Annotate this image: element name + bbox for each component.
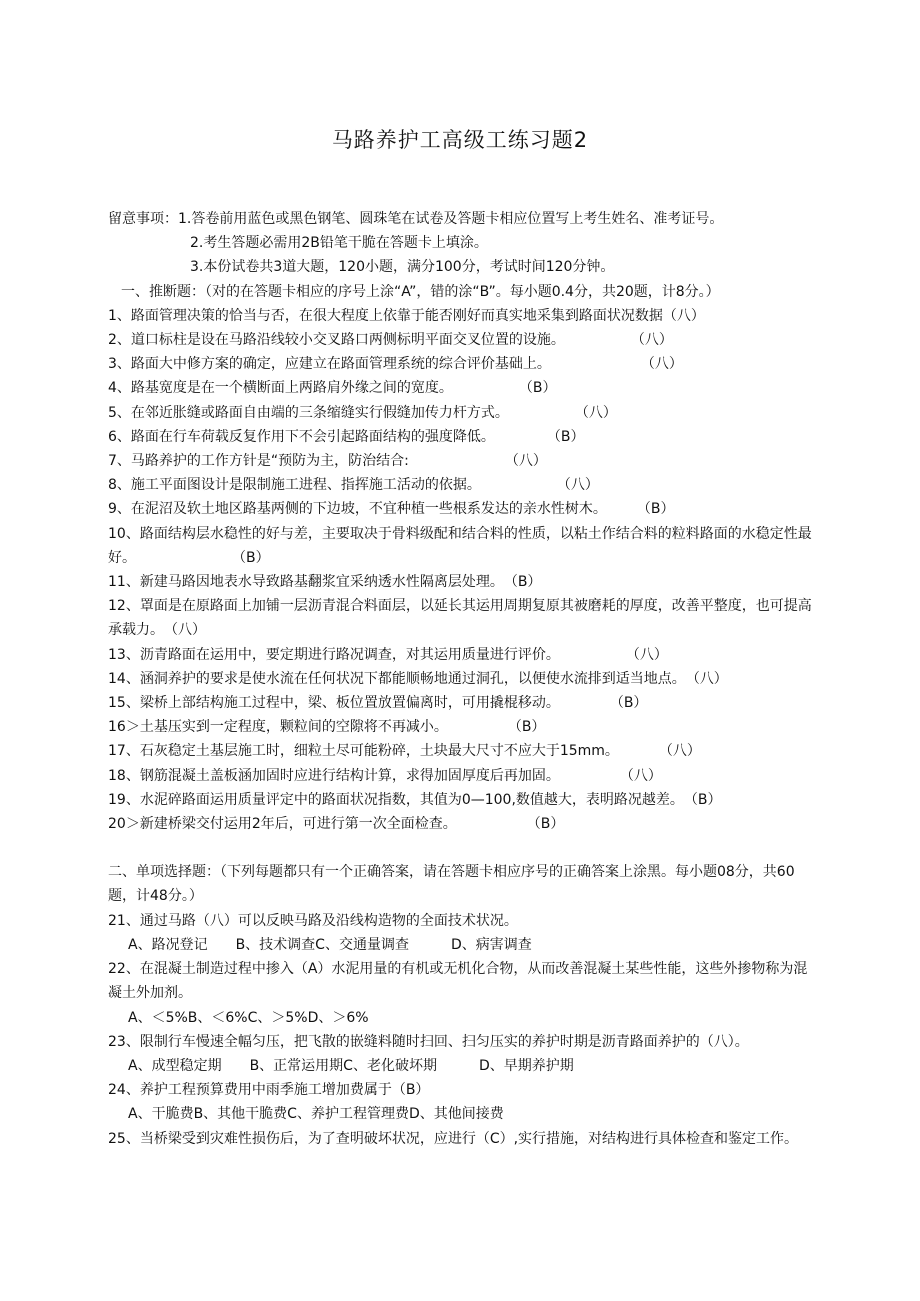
section1-header: 一、推断题：（对的在答题卡相应的序号上涂“A”，错的涂“B”。每小题0.4分，共20题，计8分。）: [121, 283, 720, 300]
question-options: A、干脆费B、其他干脆费C、养护工程管理费D、其他间接费: [128, 1106, 504, 1123]
answer-mark: （八）: [640, 356, 683, 373]
document-body: [108, 207, 820, 1151]
notes-line-1: 留意事项：1.答卷前用蓝色或黑色钢笔、圆珠笔在试卷及答题卡相应位置写上考生姓名、准考证号。: [108, 211, 724, 227]
question-item: 22、在混凝土制造过程中掺入（A）水泥用量的有机或无机化合物，从而改善混凝土某些性能，这些外掺物称为混凝土外加剂。: [108, 961, 808, 1002]
question-item: [108, 715, 820, 739]
question-text: 1、路面管理决策的恰当与否，在很大程度上依靠于能否刚好而真实地采集到路面状况数据: [108, 307, 663, 324]
question-text: 3、路面大中修方案的确定，应建立在路面管理系统的综合评价基础上。: [108, 356, 551, 373]
question-item: 23、限制行车慢速全幅匀压，把飞散的嵌缝料随时扫回、扫匀压实的养护时期是沥青路面养护的（八）。: [108, 1033, 749, 1050]
question-text: 2、道口标柱是设在马路沿线较小交叉路口两侧标明平面交叉位置的设施。: [108, 332, 565, 349]
answer-mark: （八）: [662, 307, 705, 324]
question-text: 17、石灰稳定土基层施工时，细粒土尽可能粉碎，土块最大尺寸不应大于15mm。: [108, 743, 619, 760]
answer-mark: （B）: [232, 549, 270, 566]
question-item: [108, 352, 820, 376]
question-item: [108, 497, 820, 521]
notes-line-3: 3.本份试卷共3道大题，120小题，满分100分，考试时间120分钟。: [190, 259, 615, 276]
question-item: [108, 401, 820, 425]
answer-mark: （八）: [619, 767, 662, 784]
question-text: 5、在邻近胀缝或路面自由端的三条缩缝实行假缝加传力杆方式。: [108, 404, 509, 421]
answer-mark: （八）: [556, 477, 599, 494]
question-text: 11、新建马路因地表水导致路基翻浆宜采纳透水性隔离层处理。: [108, 574, 504, 591]
section2-header: 二、单项选择题：（下列每题都只有一个正确答案，请在答题卡相应序号的正确答案上涂黑。每小题08分，共60题，计48分。）: [108, 864, 795, 905]
question-text: 9、在泥沼及软土地区路基两侧的下边坡，不宜种植一些根系发达的亲水性树木。: [108, 501, 607, 518]
question-text: 7、马路养护的工作方针是“预防为主，防治结合:: [108, 453, 409, 470]
question-text: 8、施工平面图设计是限制施工进程、指挥施工活动的依据。: [108, 477, 481, 494]
question-item: [108, 522, 820, 570]
answer-mark: （八）: [164, 622, 206, 639]
question-item: [108, 376, 820, 400]
answer-mark: （B）: [609, 695, 648, 712]
question-item: [108, 739, 820, 763]
answer-mark: （B）: [636, 501, 675, 518]
answer-mark: （B）: [526, 816, 565, 833]
document-title: 马路养护工高级工练习题2: [331, 128, 589, 152]
question-text: 16＞土基压实到一定程度，颗粒间的空隙将不再减小。: [108, 719, 448, 736]
question-text: 18、钢筋混凝土盖板涵加固时应进行结构计算，求得加固厚度后再加固。: [108, 767, 560, 784]
answer-mark: （B）: [518, 380, 557, 397]
question-text: 13、沥青路面在运用中，要定期进行路况调查，对其运用质量进行评价。: [108, 646, 560, 663]
question-options: A、路况登记 B、技术调查C、交通量调查 D、病害调查: [128, 936, 532, 953]
notes-line-2: 2.考生答题必需用2B铅笔干脆在答题卡上填涂。: [190, 235, 488, 252]
answer-mark: （八）: [574, 404, 617, 421]
answer-mark: （B）: [683, 791, 722, 808]
answer-mark: （八）: [685, 670, 728, 687]
question-text: 20＞新建桥梁交付运用2年后，可进行第一次全面检查。: [108, 816, 457, 833]
question-item: [108, 304, 820, 328]
question-text: 10、路面结构层水稳性的好与差，主要取决于骨料级配和结合料的性质，以粘土作结合料的粒料路面的水稳定性最好。: [108, 525, 812, 566]
question-item: [108, 643, 820, 667]
section-spacer: [108, 836, 820, 860]
question-item: [108, 473, 820, 497]
question-item: [108, 667, 820, 691]
question-item: 25、当桥梁受到灾难性损伤后，为了查明破坏状况，应进行（C）,实行措施，对结构进行具体检查和鉴定工作。: [108, 1130, 799, 1147]
question-item: [108, 594, 820, 642]
question-item: [108, 764, 820, 788]
question-text: 19、水泥碎路面运用质量评定中的路面状况指数，其值为0—100,数值越大，表明路况越差。: [108, 791, 684, 808]
question-options: A、成型稳定期 B、正常运用期C、老化破坏期 D、早期养护期: [128, 1057, 574, 1074]
answer-mark: （八）: [630, 332, 673, 349]
question-item: [108, 328, 820, 352]
question-text: 6、路面在行车荷载反复作用下不会引起路面结构的强度降低。: [108, 428, 495, 445]
answer-mark: （B）: [507, 719, 546, 736]
question-text: 12、罩面是在原路面上加铺一层沥青混合料面层，以延长其运用周期复原其被磨耗的厚度，改善平整度，也可提高承载力。: [108, 598, 812, 639]
question-item: [108, 425, 820, 449]
answer-mark: （八）: [625, 646, 668, 663]
question-item: [108, 812, 820, 836]
question-item: [108, 570, 820, 594]
answer-mark: （八）: [658, 743, 701, 760]
question-item: 21、通过马路（八）可以反映马路及沿线构造物的全面技术状况。: [108, 912, 518, 929]
answer-mark: （八）: [504, 453, 547, 470]
answer-mark: （B）: [503, 574, 542, 591]
answer-mark: （B）: [546, 428, 585, 445]
question-item: [108, 788, 820, 812]
question-item: [108, 449, 820, 473]
question-options: A、＜5%B、＜6%C、＞5%D、＞6%: [128, 1009, 369, 1026]
question-item: [108, 691, 820, 715]
question-text: 14、涵洞养护的要求是使水流在任何状况下都能顺畅地通过洞孔，以便使水流排到适当地点。: [108, 670, 686, 687]
question-text: 15、梁桥上部结构施工过程中，梁、板位置放置偏离时，可用撬棍移动。: [108, 695, 560, 712]
question-item: 24、养护工程预算费用中雨季施工增加费属于（B）: [108, 1082, 430, 1099]
question-text: 4、路基宽度是在一个横断面上两路肩外缘之间的宽度。: [108, 380, 453, 397]
